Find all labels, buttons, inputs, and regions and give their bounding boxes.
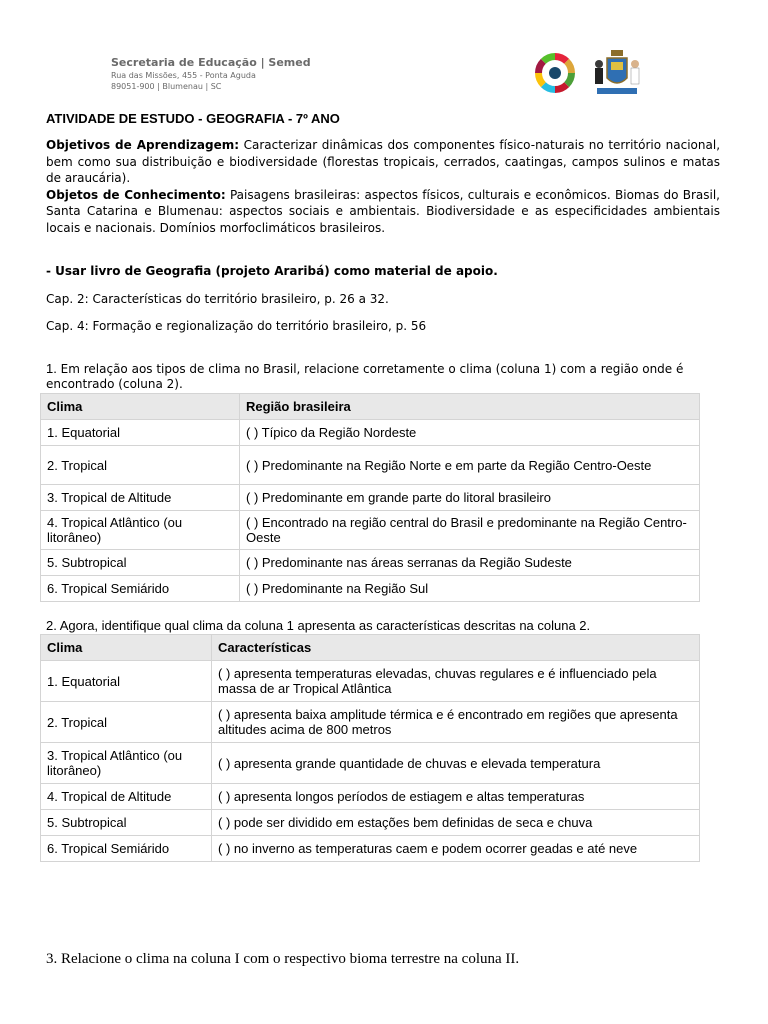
learning-objectives	[46, 137, 720, 187]
table-row	[41, 784, 700, 810]
question-1-table	[40, 393, 700, 602]
table-cell: 2. Tropical	[41, 702, 212, 743]
address-line-1: Rua das Missões, 455 - Ponta Aguda	[111, 71, 256, 80]
table-cell[interactable]: ( ) Predominante na Região Sul	[240, 576, 700, 602]
table-row	[41, 485, 700, 511]
table-cell: 5. Subtropical	[41, 810, 212, 836]
question-1	[46, 361, 706, 392]
learning-objectives-label: Objetivos de Aprendizagem:	[46, 138, 240, 152]
table-cell[interactable]: ( ) Típico da Região Nordeste	[240, 420, 700, 446]
column-header-caracteristicas: Características	[212, 635, 700, 661]
question-2: 2. Agora, identifique qual clima da coluna 1 apresenta as características descritas na coluna 2.	[46, 618, 591, 633]
table-cell[interactable]: ( ) apresenta temperaturas elevadas, chuvas regulares e é influenciado pela massa de ar Tropical Atlântica	[212, 661, 700, 702]
table-cell[interactable]: ( ) apresenta grande quantidade de chuvas e elevada temperatura	[212, 743, 700, 784]
objectives-block	[46, 137, 720, 236]
table-cell: 6. Tropical Semiárido	[41, 576, 240, 602]
table-cell[interactable]: ( ) Predominante na Região Norte e em parte da Região Centro-Oeste	[240, 446, 700, 485]
table-row	[41, 702, 700, 743]
table-row	[41, 446, 700, 485]
support-material-note: - Usar livro de Geografia (projeto Araribá) como material de apoio.	[46, 264, 498, 278]
table-cell: 3. Tropical Atlântico (ou litorâneo)	[41, 743, 212, 784]
table-row	[41, 743, 700, 784]
chapter-reference-2: Cap. 4: Formação e regionalização do território brasileiro, p. 56	[46, 319, 427, 333]
table-row	[41, 836, 700, 862]
knowledge-objects-label: Objetos de Conhecimento:	[46, 187, 226, 202]
logos	[531, 48, 645, 98]
table-cell: 3. Tropical de Altitude	[41, 485, 240, 511]
learning-objectives-text: Caracterizar dinâmicas dos componentes físico-naturais no território nacional, bem como sua distribuição e biodiversidade (florestas tropicais, cerrados, caatingas, campos sulinos e matas de araucária).	[46, 138, 721, 185]
table-row	[41, 511, 700, 550]
table-row	[41, 810, 700, 836]
knowledge-objects	[46, 187, 720, 237]
table-cell: 4. Tropical de Altitude	[41, 784, 212, 810]
table-cell[interactable]: ( ) apresenta baixa amplitude térmica e é encontrado em regiões que apresenta altitudes acima de 800 metros	[212, 702, 700, 743]
knowledge-objects-text: Paisagens brasileiras: aspectos físicos, culturais e econômicos. Biomas do Brasil, Santa Catarina e Blumenau: aspectos sociais e ambientais. Biodiversidade e as especificidades ambientais locais e nacionais. Domínios morfoclimáticos brasileiros.	[46, 187, 720, 235]
table-cell: 4. Tropical Atlântico (ou litorâneo)	[41, 511, 240, 550]
org-name: Secretaria de Educação | Semed	[111, 56, 311, 69]
question-3: 3. Relacione o clima na coluna I com o respectivo bioma terrestre na coluna II.	[46, 951, 520, 967]
table-row	[41, 420, 700, 446]
ods-wheel-logo	[531, 49, 579, 97]
table-header-row	[41, 394, 700, 420]
table-cell: 2. Tropical	[41, 446, 240, 485]
column-header-regiao: Região brasileira	[240, 394, 700, 420]
table-row	[41, 576, 700, 602]
table-row	[41, 661, 700, 702]
table-cell: 1. Equatorial	[41, 420, 240, 446]
column-header-clima: Clima	[41, 635, 212, 661]
table-cell: 5. Subtropical	[41, 550, 240, 576]
table-header-row	[41, 635, 700, 661]
table-cell: 1. Equatorial	[41, 661, 212, 702]
page-title: ATIVIDADE DE ESTUDO - GEOGRAFIA - 7º ANO	[46, 111, 340, 126]
table-cell[interactable]: ( ) Encontrado na região central do Brasil e predominante na Região Centro-Oeste	[240, 511, 700, 550]
letterhead	[111, 56, 311, 92]
table-cell[interactable]: ( ) no inverno as temperaturas caem e podem ocorrer geadas e até neve	[212, 836, 700, 862]
table-cell[interactable]: ( ) pode ser dividido em estações bem definidas de seca e chuva	[212, 810, 700, 836]
question-1-number: 1.	[46, 361, 57, 376]
question-1-text: Em relação aos tipos de clima no Brasil, relacione corretamente o clima (coluna 1) com a região onde é encontrado (coluna 2).	[46, 362, 684, 391]
address-line-2: 89051-900 | Blumenau | SC	[111, 82, 222, 91]
blumenau-coat-of-arms-logo	[589, 48, 645, 98]
table-cell[interactable]: ( ) apresenta longos períodos de estiagem e altas temperaturas	[212, 784, 700, 810]
question-2-table	[40, 634, 700, 862]
table-cell[interactable]: ( ) Predominante em grande parte do litoral brasileiro	[240, 485, 700, 511]
table-cell[interactable]: ( ) Predominante nas áreas serranas da Região Sudeste	[240, 550, 700, 576]
column-header-clima: Clima	[41, 394, 240, 420]
chapter-reference-1: Cap. 2: Características do território brasileiro, p. 26 a 32.	[46, 292, 389, 306]
table-cell: 6. Tropical Semiárido	[41, 836, 212, 862]
table-row	[41, 550, 700, 576]
